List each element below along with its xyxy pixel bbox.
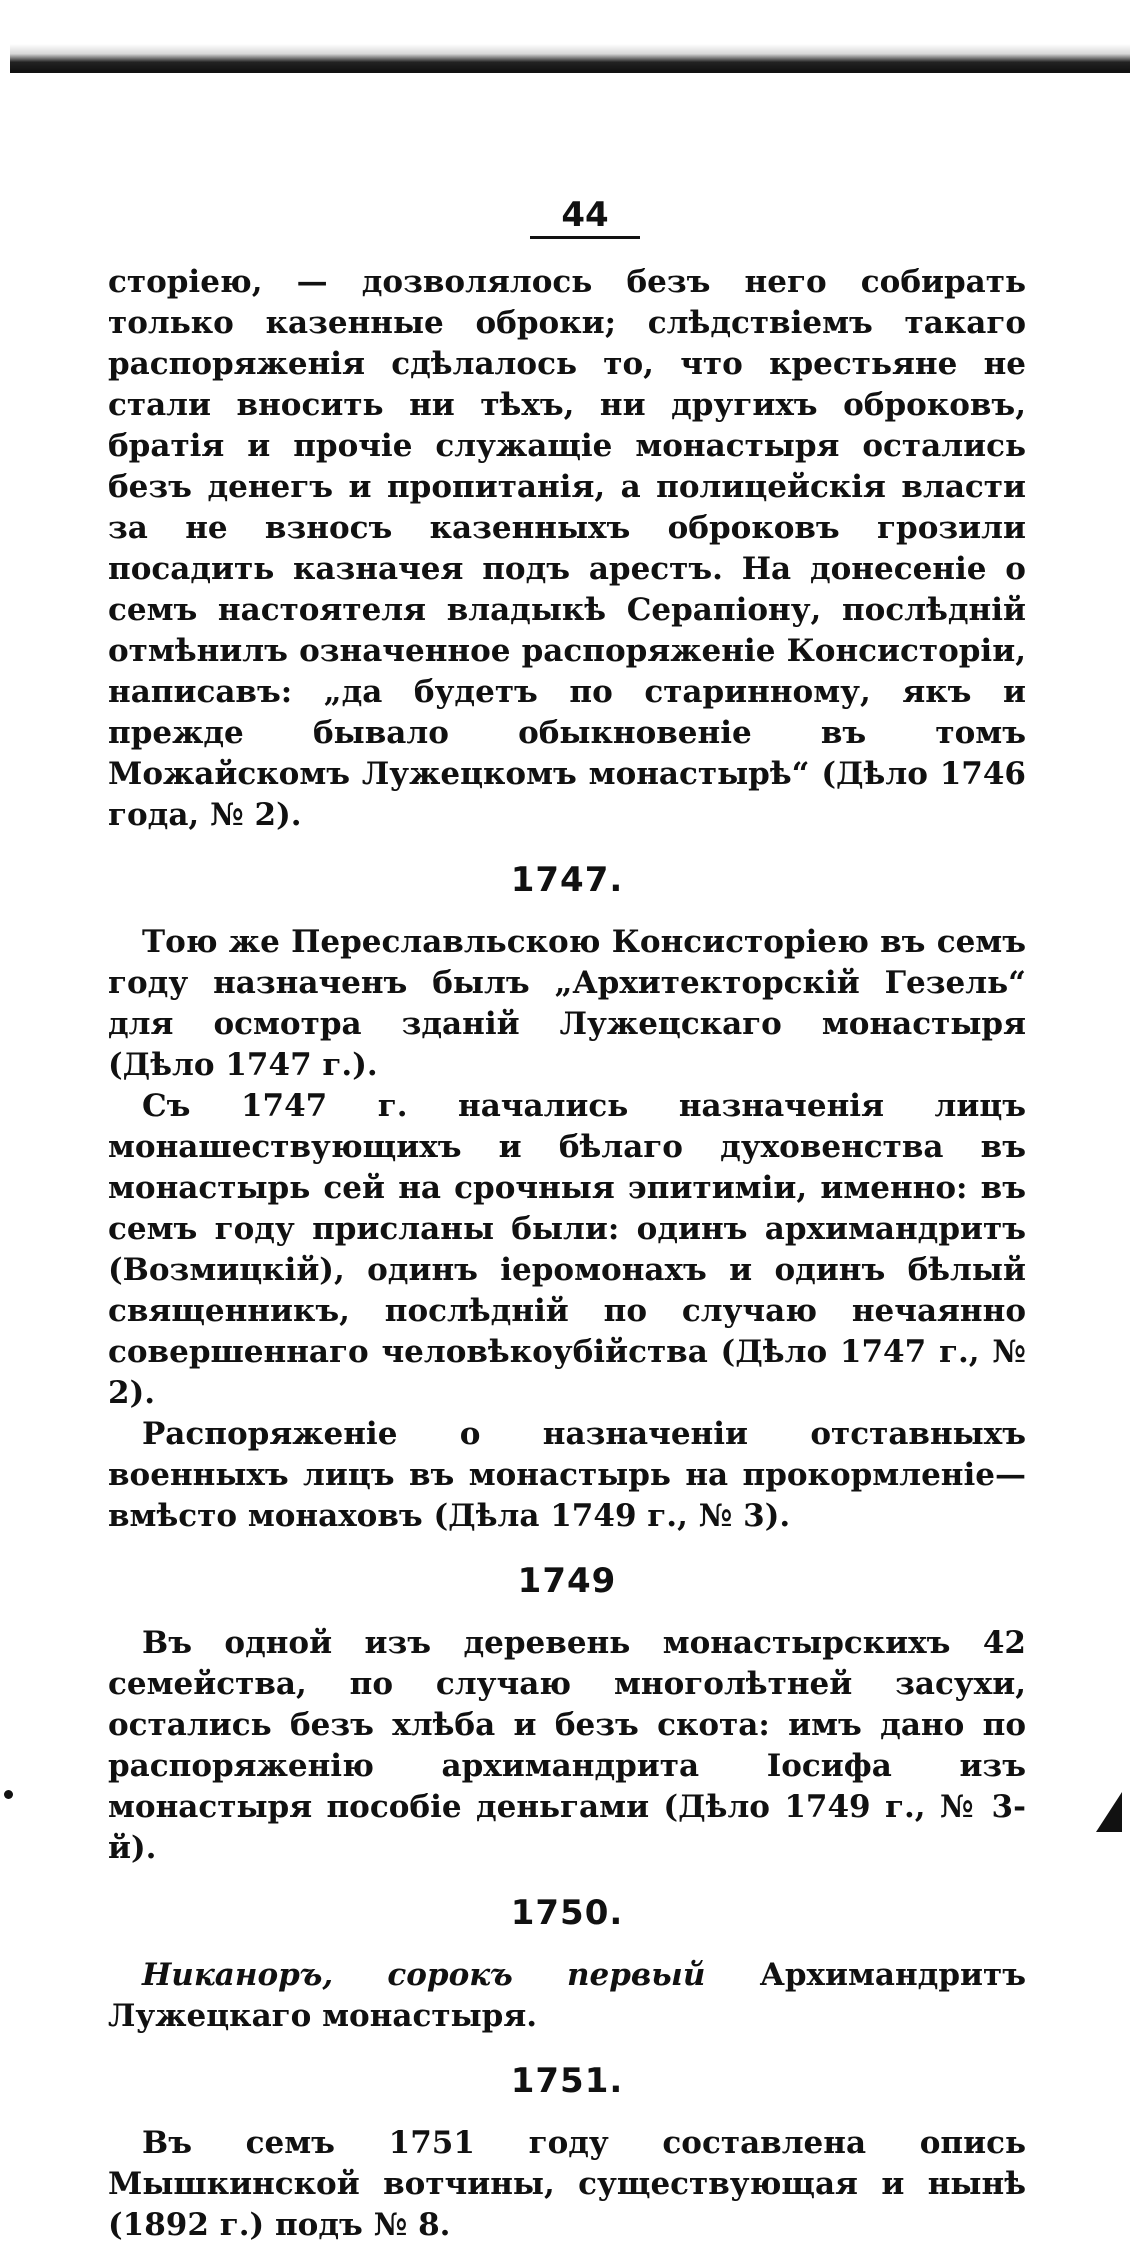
page-number-underline xyxy=(530,236,640,239)
year-heading-1751: 1751. xyxy=(510,2061,624,2101)
paragraph-6-italic-name: Никаноръ, сорокъ первый xyxy=(142,1957,706,1993)
paragraph-3: Съ 1747 г. начались назначенія лицъ монашествующихъ и бѣлаго духовенства въ монастырь сей на срочныя эпитиміи, именно: въ семъ году присланы были: одинъ архимандритъ (Возмицкій), одинъ іеромонахъ и одинъ бѣлый священникъ, послѣдній по случаю нечаянно совершеннаго человѣкоубійства (Дѣло 1747 г., № 2). xyxy=(108,1088,1026,1411)
paragraph-6-rest: Архимандритъ Лужецкаго монастыря. xyxy=(108,1957,1026,2034)
page-body xyxy=(108,262,1026,2246)
scan-corner-mark xyxy=(1096,1792,1122,1832)
paragraph-1: сторіею, — дозволялось безъ него собирать только казенные оброки; слѣдствіемъ такаго распоряженія сдѣлалось то, что крестьяне не стали вносить ни тѣхъ, ни другихъ оброковъ, братія и прочіе служащіе монастыря остались безъ денегъ и пропитанія, а полицейскія власти за не взносъ казенныхъ оброковъ грозили посадить казначея подъ арестъ. На донесеніе о семъ настоятеля владыкѣ Серапіону, послѣдній отмѣнилъ означенное распоряженіе Консисторіи, написавъ: „да будетъ по старинному, якъ и прежде бывало обыкновеніе въ томъ Можайскомъ Лужецкомъ монастырѣ“ (Дѣло 1746 года, № 2). xyxy=(108,264,1026,833)
scan-speck-left xyxy=(4,1790,13,1799)
paragraph-5: Въ одной изъ деревень монастырскихъ 42 семейства, по случаю многолѣтней засухи, остались безъ хлѣба и безъ скота: имъ дано по распоряженію архимандрита Іосифа изъ монастыря пособіе деньгами (Дѣло 1749 г., № 3-й). xyxy=(108,1625,1026,1866)
year-heading-1747: 1747. xyxy=(510,860,624,900)
scan-top-rule xyxy=(10,70,1130,73)
year-heading-1749: 1749 xyxy=(517,1561,617,1601)
paragraph-2: Тою же Переславльскою Консисторіею въ семъ году назначенъ былъ „Архитекторскій Гезель“ для осмотра зданій Лужецскаго монастыря (Дѣло 1747 г.). xyxy=(108,924,1026,1083)
paragraph-4: Распоряженіе о назначеніи отставныхъ военныхъ лицъ въ монастырь на прокормленіе—вмѣсто монаховъ (Дѣла 1749 г., № 3). xyxy=(108,1416,1026,1534)
year-heading-1750: 1750. xyxy=(510,1893,624,1933)
paragraph-6 xyxy=(108,1955,1026,2037)
page-number: 44 xyxy=(561,195,609,235)
paragraph-7: Въ семъ 1751 году составлена опись Мышкинской вотчины, существующая и нынѣ (1892 г.) подъ № 8. xyxy=(108,2125,1026,2243)
scan-top-border xyxy=(10,44,1130,72)
